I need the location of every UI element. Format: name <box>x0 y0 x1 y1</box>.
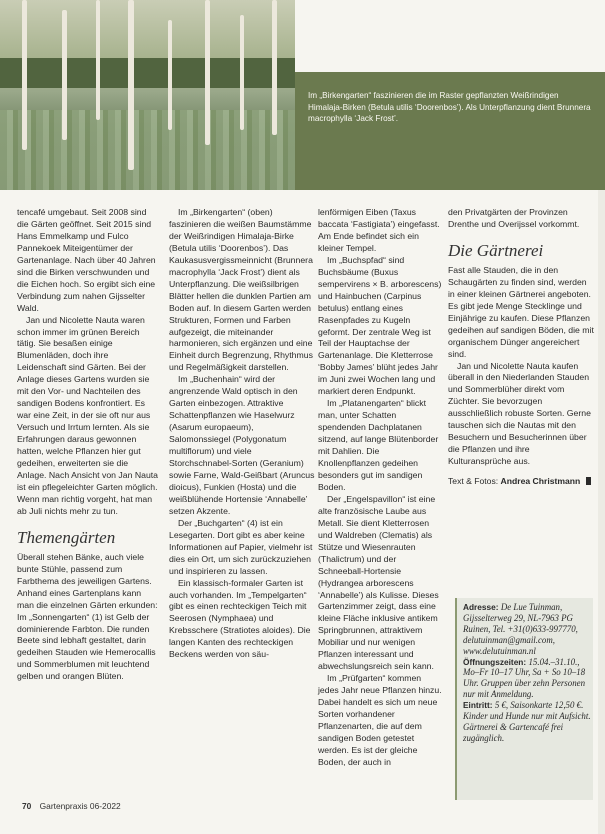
paragraph: Fast alle Stauden, die in den Schaugärten zu finden sind, werden in einer kleinen Gärtnerei angeboten. Es gibt jede Menge Stecklinge und Einjährige zu kaufen. Diese Pflanzen gedeihen auf sandigen Böden, die mit organischem Dünger angereichert sind. <box>448 264 594 359</box>
credit-name: Andrea Christmann <box>500 476 581 487</box>
info-address-label: Adresse: <box>463 602 499 612</box>
info-hours <box>463 657 593 701</box>
magazine-issue: Gartenpraxis 06-2022 <box>39 801 121 811</box>
credit-label: Text & Fotos: <box>448 476 499 487</box>
paragraph: Im „Birkengarten“ (oben) faszinieren die weißen Baumstämme der Weißrindigen Himalaja-Birke (Betula utilis ‘Doorenbos’). Das Kaukasusvergissmeinnicht (Brunnera macrophylla ‘Jack Frost’) dient als Unterpflanzung. Die weißsilbrigen Blätter hellen die dunklen Partien am Boden auf. In diesem Garten werden Strukturen, Formen und Farben aufgezeigt, die miteinander harmonieren, sich ergänzen und eine Einheit durch Begrenzung, Rhythmus und Regelmäßigkeit darstellen. <box>169 207 313 373</box>
photo-credit <box>448 476 594 488</box>
paragraph: Im „Buchspfad“ sind Buchsbäume (Buxus sempervirens × B. arborescens) und Hainbuchen (Carpinus betulus) entlang eines Rasenpfades zu Kugeln geformt. Der zentrale Weg ist Teil der Hauptachse der Gartenanlage. Die Kletterrose ‘Bobby James’ blüht jedes Jahr im Juni zwei Wochen lang und markiert deren Endpunkt. <box>318 254 442 397</box>
info-address <box>463 602 593 657</box>
column-2 <box>169 207 315 661</box>
paragraph: den Privatgärten der Provinzen Drenthe und Overijssel vorkommt. <box>448 207 580 229</box>
info-fee <box>463 700 593 744</box>
info-hours-label: Öffnungszeiten: <box>463 656 527 667</box>
column-4 <box>448 207 594 488</box>
paragraph: lenförmigen Eiben (Taxus baccata ‘Fastigiata’) eingefasst. Am Ende befindet sich ein kleiner Tempel. <box>318 207 440 253</box>
photo-ground-cover <box>0 110 295 190</box>
page-edge <box>598 190 605 834</box>
page-footer <box>22 801 121 811</box>
paragraph: tencafé umgebaut. Seit 2008 sind die Gärten geöffnet. Seit 2015 sind Hans Emmelkamp und Fulco Pannekoek Miteigentümer der Gartenanlage. Nach über 40 Jahren sind die Birken verschwunden und die Eichen hoch. So ergibt sich eine Verbindung zum nahen Gijsselter Wald. <box>17 207 156 313</box>
paragraph: Jan und Nicolette Nauta waren schon immer im grünen Bereich tätig. Sie besaßen einige Blumenläden, doch ihre Leidenschaft sind Gärten. Bei der Anlage dieses Gartens wurden sie mit den Vor- und Nachteilen des sandigen Bodens konfrontiert. Es war eine Zeit, in der sie oft nur aus Versuch und Irrtum lernten. Als sie Erfahrungen daraus gewonnen hatten, welche Pflanzen hier gut gedeihen, erweiterten sie die Anlage. Nach Ansicht von Jan Nauta ist ein pflegeleichter Garten möglich. Wenn man richtig vorgeht, hat man ab Juli nichts mehr zu tun. <box>17 314 159 516</box>
photo-hedge <box>0 58 295 88</box>
info-fee-label: Eintritt: <box>463 700 493 711</box>
paragraph: Jan und Nicolette Nauta kaufen überall in den Niederlanden Stauden und Sommerblüher direkt vom Züchter. Sie bevorzugen ausschließlich robuste Sorten. Gerne tauschen sich die Nautas mit den Besuchern und Besucherinnen über die Pflanzen und ihre Kulturansprüche aus. <box>448 360 591 467</box>
section-heading: Themengärten <box>17 527 116 547</box>
paragraph: Im „Platanengarten“ blickt man, unter Schatten spendenden Dachplatanen sitzend, auf lange Blütenborder mit Dahlien. Die Knollenpflanzen gedeihen besonders gut im sandigen Boden. <box>318 398 439 492</box>
paragraph: Im „Prüfgarten“ kommen jedes Jahr neue Pflanzen hinzu. Dabei handelt es sich um neue Sorten vorhandener Pflanzenarten, die auf dem sandigen Boden getestet werden. Es ist der gleiche Boden, der auch in <box>318 673 442 767</box>
paragraph: Der „Buchgarten“ (4) ist ein Lesegarten. Dort gibt es aber keine Informationen auf Papier, vielmehr ist dies ein Ort, um sich zurückzuziehen und inspirieren zu lassen. <box>169 517 313 576</box>
column-3 <box>318 207 442 769</box>
info-address-text: De Lue Tuinman, Gijsselterweg 29, NL-7963 PG Ruinen, Tel. +31(0)633-997770, delutuinman@gmail.com, www.delutuinman.nl <box>463 602 578 656</box>
paragraph: Ein klassisch-formaler Garten ist auch vorhanden. Im „Tempelgarten“ gibt es einen rechteckigen Teich mit Seerosen (Nymphaea) und Krebsschere (Stratiotes aloides). Die langen Kanten des rechteckigen Beckens werden von säu- <box>169 577 311 660</box>
birch-garden-photo <box>0 0 295 190</box>
end-mark-icon <box>586 477 591 485</box>
column-1 <box>17 207 159 683</box>
info-fee-text: 5 €, Saisonkarte 12,50 €. Kinder und Hunde nur mit Aufsicht. Gärtnerei & Gartencafé frei zugänglich. <box>463 700 591 743</box>
photo-caption: Im „Birkengarten“ faszinieren die im Raster gepflanzten Weißrindigen Himalaja-Birken (Betula utilis ‘Doorenbos’). Als Unterpflanzung dient Brunnera macrophylla ‘Jack Frost’. <box>308 91 591 124</box>
paragraph: Der „Engelspavillon“ ist eine alte französische Laube aus Metall. Sie dient Kletterrosen und Waldreben (Clematis) als Stütze und Wiesenrauten (Thalictrum) und der Schneeball-Hortensie (Hydrangea arborescens ‘Annabelle’) als Kulisse. Dieses Gartenzimmer zeigt, dass eine kleine Fläche inklusive antikem Springbrunnen, attraktivem Mobiliar und nur wenigen Pflanzen interessant und abwechslungsreich sein kann. <box>318 493 439 672</box>
page-number: 70 <box>22 801 32 811</box>
photo-sky <box>0 0 295 64</box>
visitor-info-box <box>455 598 593 800</box>
paragraph: Im „Buchenhain“ wird der angrenzende Wald optisch in den Garten einbezogen. Attraktive Schattenpflanzen wie Haselwurz (Asarum europaeum), Salomonssiegel (Polygonatum multiflorum) und viele Storchschnabel-Sorten (Geranium) sowie Farne, Wald-Geißbart (Aruncus dioicus), Funkien (Hosta) und die weißblühende Hortensie ‘Annabelle’ setzen Akzente. <box>169 374 315 516</box>
paragraph: Überall stehen Bänke, auch viele bunte Stühle, passend zum Farbthema des jeweiligen Gartens. Anhand eines Gartenplans kann man die einzelnen Gärten erkunden: Im „Sonnengarten“ (1) ist Gelb der dominierende Farbton. Die runden Beete sind lebhaft gestaltet, darin gedeihen Stauden wie Hemerocallis und Sommerblumen mit leuchtend gelben und orangen Blüten. <box>17 551 158 682</box>
section-heading: Die Gärtnerei <box>448 240 544 260</box>
info-hours-text: 15.04.–31.10., Mo–Fr 10–17 Uhr, Sa + So 10–18 Uhr. Gruppen über zehn Personen nur mit Anmeldung. <box>463 656 586 700</box>
